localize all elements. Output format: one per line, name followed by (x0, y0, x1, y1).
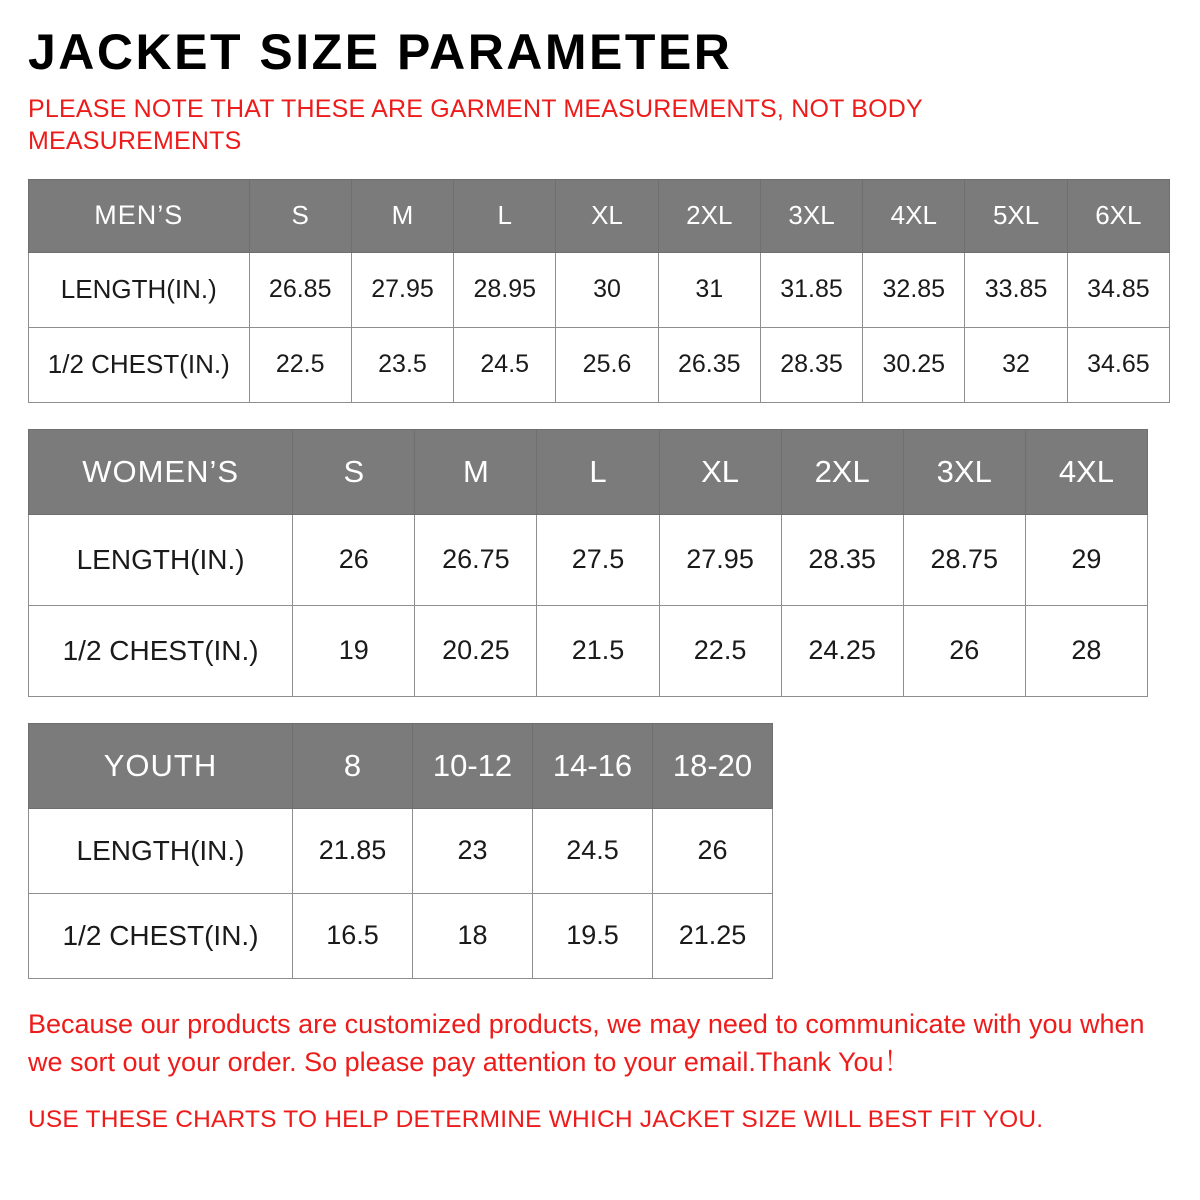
table-row (29, 327, 1170, 402)
cell: 27.5 (537, 514, 659, 605)
chart-usage-notice: USE THESE CHARTS TO HELP DETERMINE WHICH JACKET SIZE WILL BEST FIT YOU. (28, 1106, 1044, 1134)
cell: 34.85 (1067, 252, 1169, 327)
cell: 27.95 (659, 514, 781, 605)
cell: 19 (293, 605, 415, 696)
cell: 19.5 (533, 893, 653, 978)
size-header: M (415, 429, 537, 514)
size-header: XL (556, 179, 658, 252)
cell: 24.25 (781, 605, 903, 696)
page-title: JACKET SIZE PARAMETER (28, 24, 733, 80)
size-header: 2XL (781, 429, 903, 514)
cell: 28.35 (781, 514, 903, 605)
table-header-row (29, 179, 1170, 252)
cell: 28.75 (903, 514, 1025, 605)
size-header: 6XL (1067, 179, 1169, 252)
table-header-row (29, 723, 773, 808)
table-row (29, 252, 1170, 327)
cell: 26.75 (415, 514, 537, 605)
cell: 28.95 (454, 252, 556, 327)
womens-size-table (28, 429, 1148, 697)
row-label: LENGTH(IN.) (29, 252, 250, 327)
cell: 22.5 (659, 605, 781, 696)
table-row (29, 808, 773, 893)
measurement-note: PLEASE NOTE THAT THESE ARE GARMENT MEASUREMENTS, NOT BODY MEASUREMENTS (28, 94, 923, 155)
mens-size-table (28, 179, 1170, 403)
cell: 26 (293, 514, 415, 605)
cell: 28.35 (760, 327, 862, 402)
size-header: 2XL (658, 179, 760, 252)
customization-notice: Because our products are customized products, we may need to communicate with you when we sort out your order. So please pay attention to your email.Thank You！ (28, 1008, 1145, 1077)
size-header: 3XL (760, 179, 862, 252)
cell: 26.35 (658, 327, 760, 402)
cell: 26.85 (249, 252, 351, 327)
cell: 30.25 (863, 327, 965, 402)
size-header: 5XL (965, 179, 1067, 252)
cell: 21.5 (537, 605, 659, 696)
cell: 31.85 (760, 252, 862, 327)
row-label: LENGTH(IN.) (29, 514, 293, 605)
cell: 20.25 (415, 605, 537, 696)
size-header: S (293, 429, 415, 514)
cell: 18 (413, 893, 533, 978)
size-header: 14-16 (533, 723, 653, 808)
cell: 32 (965, 327, 1067, 402)
cell: 21.85 (293, 808, 413, 893)
size-header: S (249, 179, 351, 252)
cell: 29 (1025, 514, 1147, 605)
table-header-row (29, 429, 1148, 514)
cell: 33.85 (965, 252, 1067, 327)
cell: 27.95 (351, 252, 453, 327)
table-row (29, 514, 1148, 605)
row-label: LENGTH(IN.) (29, 808, 293, 893)
size-header: XL (659, 429, 781, 514)
cell: 23 (413, 808, 533, 893)
cell: 34.65 (1067, 327, 1169, 402)
cell: 23.5 (351, 327, 453, 402)
cell: 26 (653, 808, 773, 893)
cell: 30 (556, 252, 658, 327)
size-header: L (537, 429, 659, 514)
cell: 21.25 (653, 893, 773, 978)
table-header-label: YOUTH (29, 723, 293, 808)
size-header: L (454, 179, 556, 252)
cell: 32.85 (863, 252, 965, 327)
size-header: 4XL (1025, 429, 1147, 514)
cell: 31 (658, 252, 760, 327)
youth-size-table (28, 723, 773, 979)
table-row (29, 605, 1148, 696)
size-header: 10-12 (413, 723, 533, 808)
row-label: 1/2 CHEST(IN.) (29, 327, 250, 402)
cell: 22.5 (249, 327, 351, 402)
size-header: 8 (293, 723, 413, 808)
cell: 24.5 (533, 808, 653, 893)
row-label: 1/2 CHEST(IN.) (29, 893, 293, 978)
table-header-label: WOMEN’S (29, 429, 293, 514)
cell: 25.6 (556, 327, 658, 402)
row-label: 1/2 CHEST(IN.) (29, 605, 293, 696)
size-header: 18-20 (653, 723, 773, 808)
table-header-label: MEN’S (29, 179, 250, 252)
cell: 16.5 (293, 893, 413, 978)
table-row (29, 893, 773, 978)
size-header: 4XL (863, 179, 965, 252)
cell: 24.5 (454, 327, 556, 402)
size-header: M (351, 179, 453, 252)
size-header: 3XL (903, 429, 1025, 514)
cell: 28 (1025, 605, 1147, 696)
cell: 26 (903, 605, 1025, 696)
